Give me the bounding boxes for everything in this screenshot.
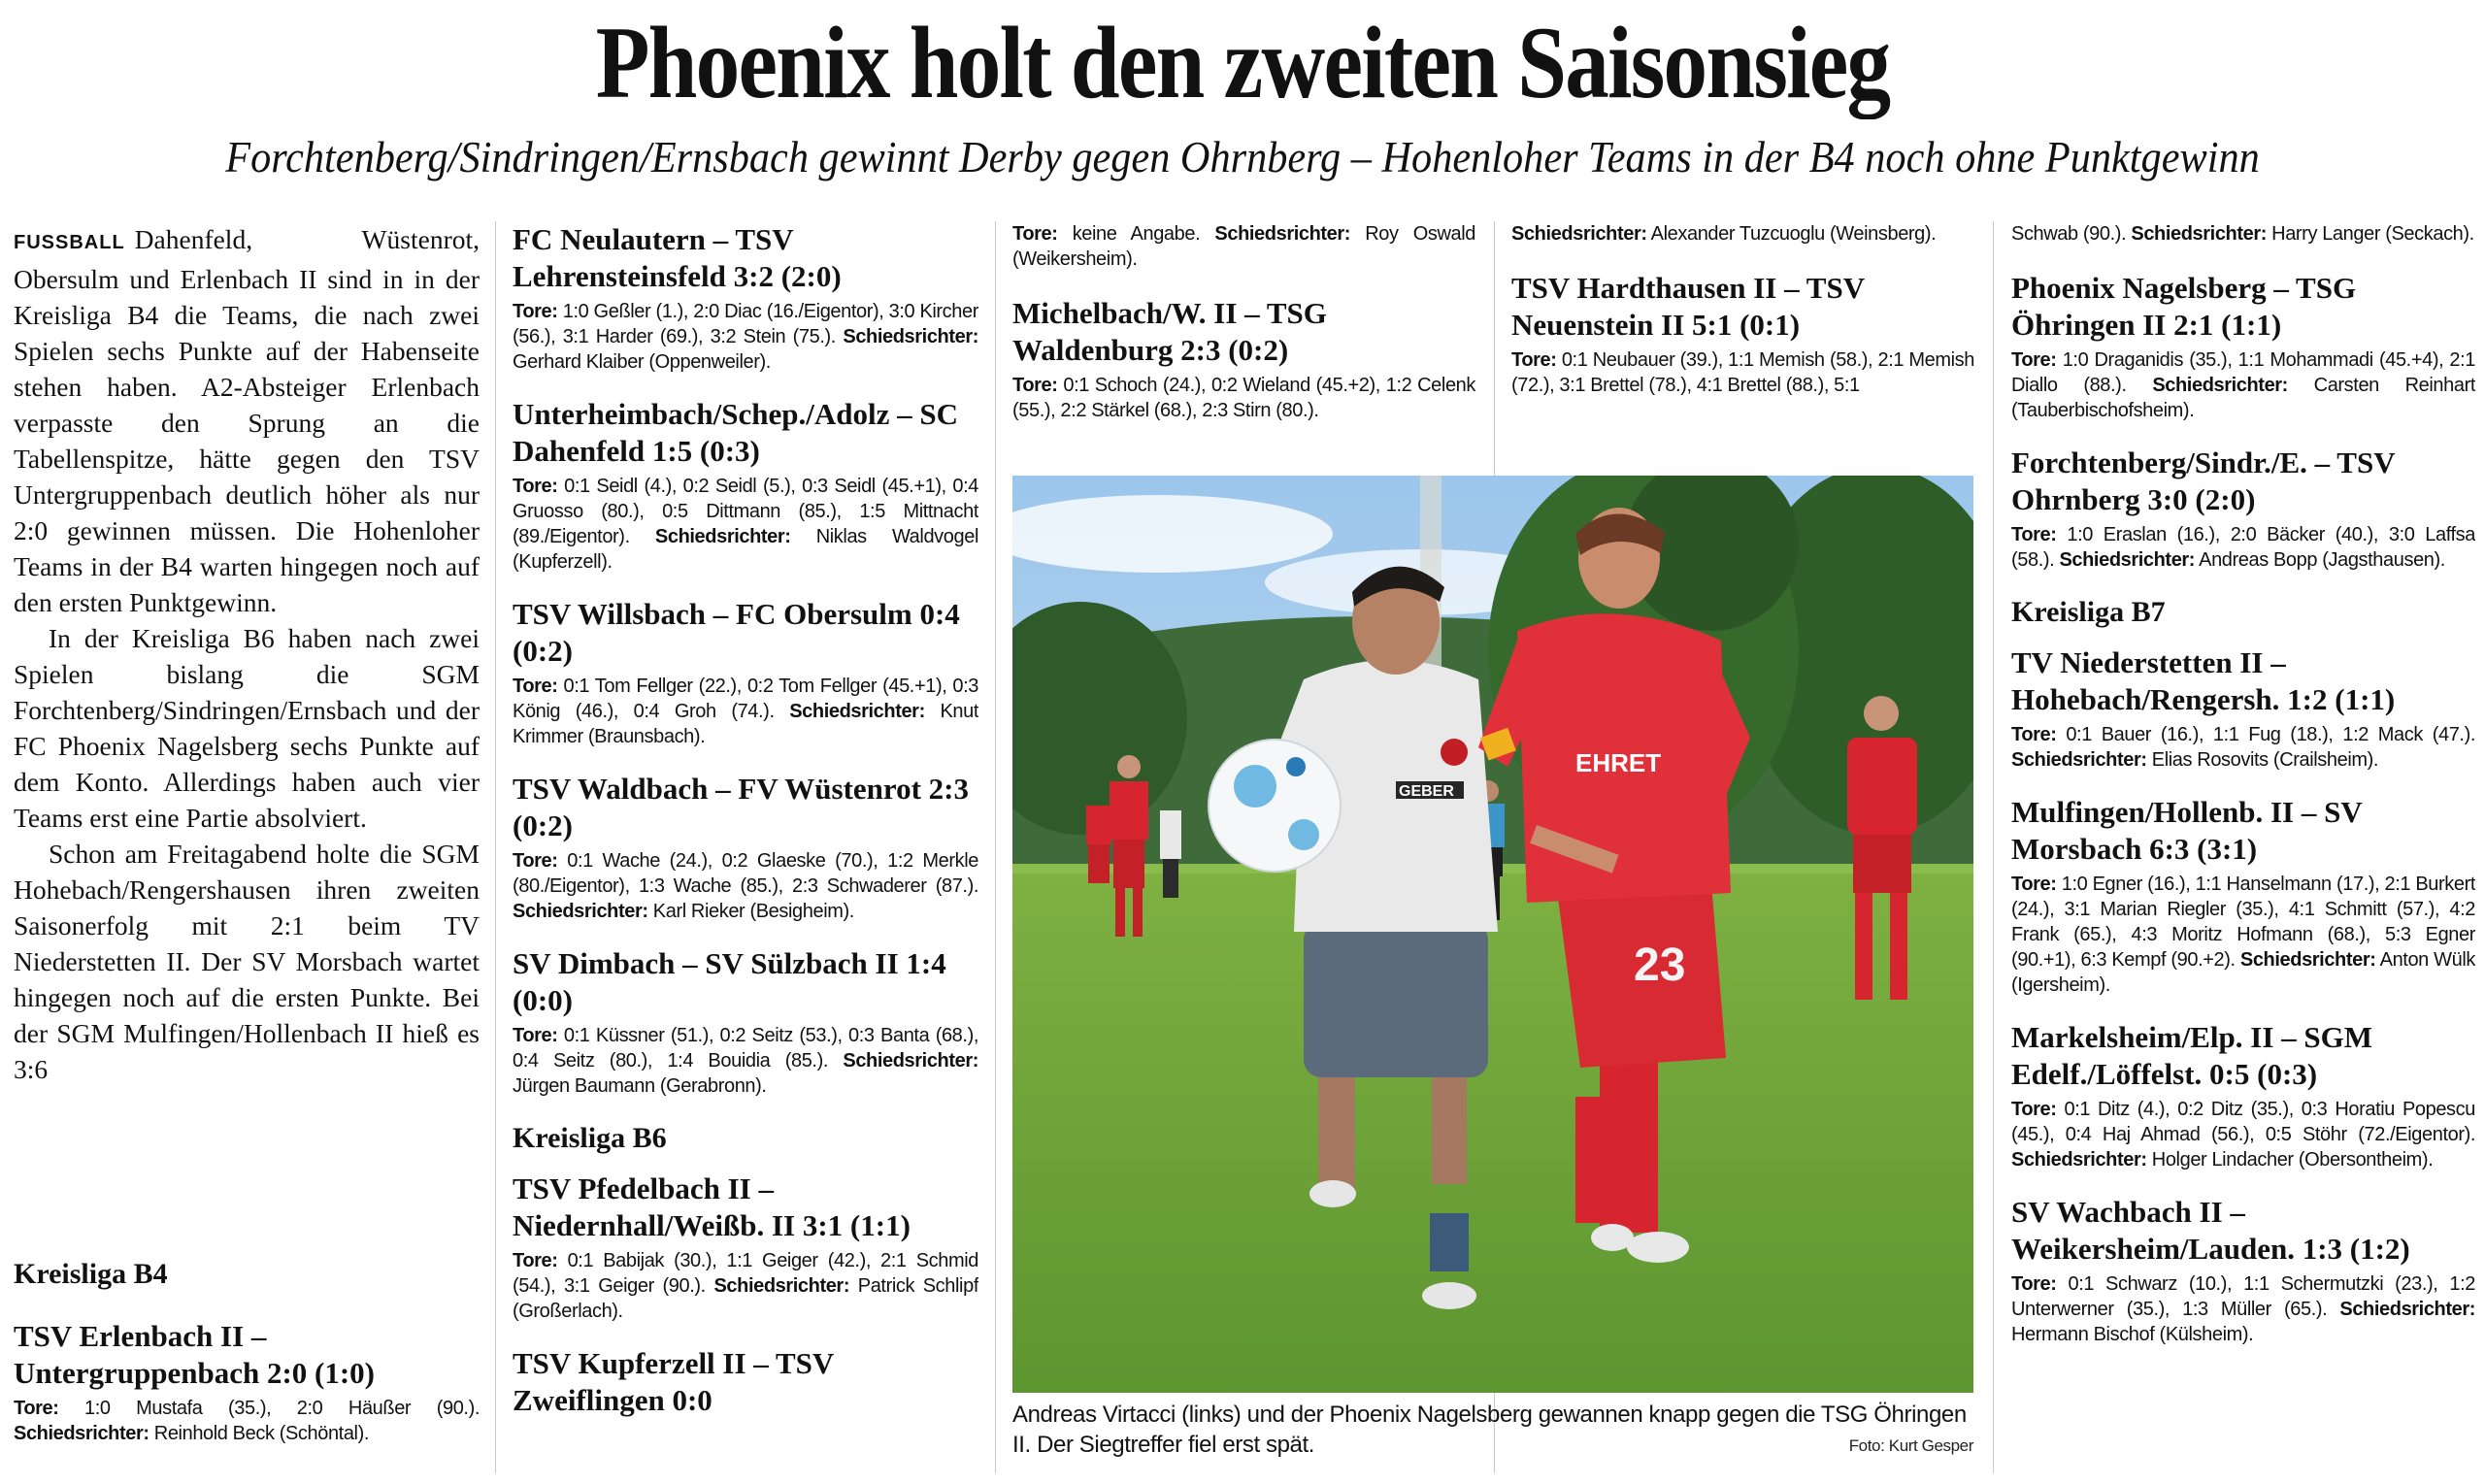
match-result bbox=[2011, 644, 2475, 773]
column-rule bbox=[1993, 221, 1994, 1473]
football bbox=[1209, 740, 1341, 872]
match-detail-continued: Schiedsrichter: Alexander Tuzcuoglu (Weinsberg). bbox=[1511, 223, 1937, 245]
photo-credit: Foto: Kurt Gesper bbox=[1848, 1436, 1973, 1455]
match-detail: Tore: 1:0 Geßler (1.), 2:0 Diac (16./Eigentor), 3:0 Kircher (56.), 3:1 Harder (69.), 3:2 Stein (75.). Schiedsrichter: Gerhard Klaiber (Oppenweiler). bbox=[513, 301, 978, 373]
article-column bbox=[14, 221, 480, 1483]
match-detail: Tore: 0:1 Bauer (16.), 1:1 Fug (18.), 1:2 Mack (47.). Schiedsrichter: Elias Rosovits (Crailsheim). bbox=[2011, 724, 2475, 771]
match-result bbox=[2011, 1019, 2475, 1172]
match-detail: Tore: 0:1 Seidl (4.), 0:2 Seidl (5.), 0:3 Seidl (45.+1), 0:4 Gruosso (80.), 0:5 Dittmann (85.), 1:5 Mittnacht (89./Eigentor). Schiedsrichter: Niklas Waldvogel (Kupferzell). bbox=[513, 476, 978, 573]
photo-caption bbox=[1012, 1400, 1973, 1460]
results-column-3 bbox=[1012, 221, 1475, 445]
match-title: TSV Erlenbach II – Untergruppenbach 2:0 (1:0) bbox=[14, 1319, 375, 1390]
section-kreisliga-b6: Kreisliga B6 bbox=[513, 1122, 667, 1154]
match-title: Unterheimbach/Schep./Adolz – SC Dahenfeld 1:5 (0:3) bbox=[513, 397, 958, 468]
article-body bbox=[14, 221, 480, 1087]
match-detail: Tore: 0:1 Ditz (4.), 0:2 Ditz (35.), 0:3 Horatiu Popescu (45.), 0:4 Haj Ahmad (56.), 0:5 Stöhr (72./Eigentor). Schiedsrichter: Holger Lindacher (Obersontheim). bbox=[2011, 1099, 2475, 1171]
match-result bbox=[2011, 1194, 2475, 1347]
photo-caption-text: Andreas Virtacci (links) und der Phoenix Nagelsberg gewannen knapp gegen die TSG Öhringen II. Der Siegtreffer fiel erst spät. bbox=[1012, 1402, 1967, 1458]
article-paragraph: Dahenfeld, Wüstenrot, Obersulm und Erlenbach II sind in in der Kreisliga B4 die Teams, die nach zwei Spielen sechs Punkte auf der Habenseite stehen haben. A2-Absteiger Erlenbach verpasste den Sprung an die Tabellenspitze, hätte gegen den TSV Untergruppenbach deutlich höher als nur 2:0 gewinnen müssen. Die Hohenloher Teams in der B4 warten hingegen noch auf den ersten Punktgewinn. bbox=[14, 224, 480, 617]
match-title: TSV Kupferzell II – TSV Zweiflingen 0:0 bbox=[513, 1346, 834, 1417]
match-detail: Tore: 1:0 Egner (16.), 1:1 Hanselmann (17.), 2:1 Burkert (24.), 3:1 Marian Riegler (35.), 4:1 Schmitt (57.), 4:2 Frank (65.), 4:3 Moritz Hofmann (68.), 5:3 Egner (90.+1), 6:3 Kempf (90.+2). Schiedsrichter: Anton Wülk (Igersheim). bbox=[2011, 874, 2475, 996]
article-paragraph: Schon am Freitagabend holte die SGM Hohebach/Rengershausen ihren zweiten Saisonerfolg mit 2:1 beim TV Niederstetten II. Der SV Morsbach wartet hingegen noch auf die ersten Punkte. Bei der SGM Mulfingen/Hollenbach II hieß es 3:6 bbox=[14, 839, 480, 1084]
subline: Forchtenberg/Sindringen/Ernsbach gewinnt Derby gegen Ohrnberg – Hohenloher Teams in der B4 noch ohne Punktgewinn bbox=[225, 133, 2260, 181]
match-result bbox=[2011, 270, 2475, 423]
match-title: FC Neulautern – TSV Lehrensteinsfeld 3:2 (2:0) bbox=[513, 222, 842, 293]
match-result bbox=[513, 771, 978, 924]
article-roof: FUSSBALL bbox=[14, 232, 125, 253]
match-photo-illustration bbox=[1012, 476, 1973, 1393]
match-title: TSV Willsbach – FC Obersulm 0:4 (0:2) bbox=[513, 597, 960, 668]
background-player bbox=[1160, 810, 1181, 898]
match-title: Phoenix Nagelsberg – TSG Öhringen II 2:1 (1:1) bbox=[2011, 271, 2357, 342]
background-player bbox=[1086, 806, 1111, 883]
match-result bbox=[513, 396, 978, 575]
section-kreisliga-b4: Kreisliga B4 bbox=[14, 1258, 168, 1290]
match-detail: Tore: 0:1 Schoch (24.), 0:2 Wieland (45.+2), 1:2 Celenk (55.), 2:2 Stärkel (68.), 2:3 Stirn (80.). bbox=[1012, 375, 1475, 421]
article-paragraph: In der Kreisliga B6 haben nach zwei Spielen bislang die SGM Forchtenberg/Sindringen/Ernsbach und der FC Phoenix Nagelsberg sechs Punkte auf dem Konto. Allerdings haben auch vier Teams erst eine Partie absolviert. bbox=[14, 623, 480, 833]
results-column-2 bbox=[513, 221, 978, 1483]
match-detail: Tore: 1:0 Draganidis (35.), 1:1 Mohammadi (45.+4), 2:1 Diallo (88.). Schiedsrichter: Carsten Reinhart (Tauberbischofsheim). bbox=[2011, 349, 2475, 421]
column-rule bbox=[495, 221, 496, 1473]
match-title: Markelsheim/Elp. II – SGM Edelf./Löffelst. 0:5 (0:3) bbox=[2011, 1020, 2373, 1091]
match-detail: Tore: 0:1 Tom Fellger (22.), 0:2 Tom Fellger (45.+1), 0:3 König (46.), 0:4 Groh (74.). Schiedsrichter: Knut Krimmer (Braunsbach). bbox=[513, 676, 978, 747]
match-result bbox=[1012, 295, 1475, 423]
jersey-sponsor-right: EHRET bbox=[1575, 748, 1662, 777]
match-result bbox=[513, 1171, 978, 1324]
match-detail: Tore: 0:1 Schwarz (10.), 1:1 Schermutzki (23.), 1:2 Unterwerner (35.), 1:3 Müller (65.). Schiedsrichter: Hermann Bischof (Külsheim). bbox=[2011, 1273, 2475, 1345]
results-column-4 bbox=[1511, 221, 1974, 419]
match-title: TSV Pfedelbach II – Niedernhall/Weißb. II 3:1 (1:1) bbox=[513, 1171, 911, 1242]
match-result bbox=[513, 596, 978, 749]
match-result bbox=[513, 1345, 978, 1419]
match-title: TSV Waldbach – FV Wüstenrot 2:3 (0:2) bbox=[513, 772, 969, 842]
match-detail: Tore: 0:1 Küssner (51.), 0:2 Seitz (53.), 0:3 Banta (68.), 0:4 Seitz (80.), 1:4 Bouidia (85.). Schiedsrichter: Jürgen Baumann (Gerabronn). bbox=[513, 1025, 978, 1097]
match-result bbox=[1511, 270, 1974, 398]
match-detail: Tore: 0:1 Babijak (30.), 1:1 Geiger (42.), 2:1 Schmid (54.), 3:1 Geiger (90.). Schiedsrichter: Patrick Schlipf (Großerlach). bbox=[513, 1250, 978, 1322]
match-title: TV Niederstetten II – Hohebach/Rengersh. 1:2 (1:1) bbox=[2011, 645, 2396, 716]
match-title: TSV Hardthausen II – TSV Neuenstein II 5:1 (0:1) bbox=[1511, 271, 1865, 342]
match-title: Forchtenberg/Sindr./E. – TSV Ohrnberg 3:0 (2:0) bbox=[2011, 445, 2396, 516]
match-detail: Tore: 1:0 Mustafa (35.), 2:0 Häußer (90.). Schiedsrichter: Reinhold Beck (Schöntal). bbox=[14, 1398, 480, 1444]
match-result bbox=[513, 945, 978, 1099]
match-detail-continued: Schwab (90.). Schiedsrichter: Harry Langer (Seckach). bbox=[2011, 223, 2474, 245]
results-column-5 bbox=[2011, 221, 2475, 1483]
column-rule bbox=[995, 221, 996, 1473]
headline: Phoenix holt den zweiten Saisonsieg bbox=[595, 6, 1890, 119]
match-detail-continued: Tore: keine Angabe. Schiedsrichter: Roy Oswald (Weikersheim). bbox=[1012, 223, 1475, 270]
match-title: Mulfingen/Hollenb. II – SV Morsbach 6:3 (3:1) bbox=[2011, 795, 2363, 866]
match-title: SV Wachbach II – Weikersheim/Lauden. 1:3 (1:2) bbox=[2011, 1195, 2410, 1266]
match-detail: Tore: 0:1 Wache (24.), 0:2 Glaeske (70.), 1:2 Merkle (80./Eigentor), 1:3 Wache (85.), 2:3 Schwaderer (87.). Schiedsrichter: Karl Rieker (Besigheim). bbox=[513, 850, 978, 922]
match-result bbox=[513, 221, 978, 375]
match-result bbox=[2011, 794, 2475, 998]
match-title: SV Dimbach – SV Sülzbach II 1:4 (0:0) bbox=[513, 946, 946, 1017]
section-kreisliga-b7: Kreisliga B7 bbox=[2011, 596, 2166, 628]
jersey-number: 23 bbox=[1634, 940, 1686, 991]
match-title: Michelbach/W. II – TSG Waldenburg 2:3 (0:2) bbox=[1012, 296, 1327, 367]
match-detail: Tore: 0:1 Neubauer (39.), 1:1 Memish (58.), 2:1 Memish (72.), 3:1 Brettel (78.), 4:1 Brettel (88.), 5:1 bbox=[1511, 349, 1974, 396]
match-photo bbox=[1012, 476, 1973, 1393]
match-result bbox=[2011, 445, 2475, 573]
match-result bbox=[14, 1318, 480, 1446]
jersey-sponsor-left: GEBER bbox=[1399, 783, 1454, 800]
match-detail: Tore: 1:0 Eraslan (16.), 2:0 Bäcker (40.), 3:0 Laffsa (58.). Schiedsrichter: Andreas Bopp (Jagsthausen). bbox=[2011, 524, 2475, 571]
